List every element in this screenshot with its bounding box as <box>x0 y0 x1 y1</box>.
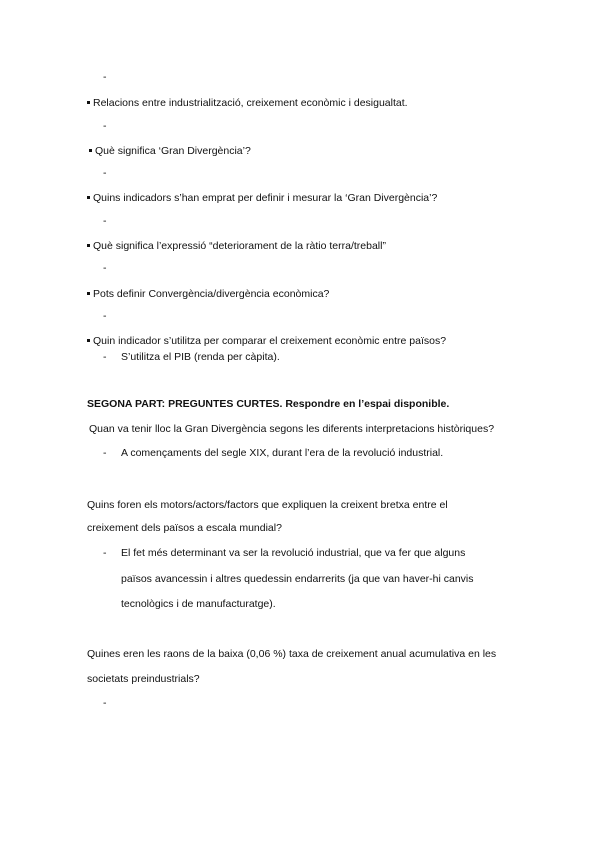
short-question: Quan va tenir lloc la Gran Divergència segons les diferents interpretacions històriques? <box>89 423 495 435</box>
question-item <box>89 145 251 157</box>
answer-dash: - <box>103 215 107 227</box>
question-item <box>87 192 437 204</box>
question-item <box>87 240 386 252</box>
question-text: Què significa l’expressió “deteriorament de la ràtio terra/treball” <box>93 240 386 252</box>
answer-text-line: El fet més determinant va ser la revolució industrial, que va fer que alguns <box>121 547 466 559</box>
question-text: Pots definir Convergència/divergència econòmica? <box>93 288 330 300</box>
answer-text: S’utilitza el PIB (renda per càpita). <box>121 351 280 363</box>
section-heading: SEGONA PART: PREGUNTES CURTES. Respondre en l’espai disponible. <box>87 398 450 410</box>
answer-dash: - <box>103 262 107 274</box>
square-bullet-icon <box>87 244 90 247</box>
answer-dash: - <box>103 697 107 709</box>
answer-text-line: tecnològics i de manufacturatge). <box>121 598 276 610</box>
question-item <box>87 288 329 300</box>
answer-text-line: països avancessin i altres quedessin endarrerits (ja que van haver-hi canvis <box>121 573 474 585</box>
question-text: Què significa ‘Gran Divergència’? <box>95 145 251 157</box>
square-bullet-icon <box>87 101 90 104</box>
answer-dash: - <box>103 547 107 559</box>
short-question-line: societats preindustrials? <box>87 673 200 685</box>
answer-dash: - <box>103 351 107 363</box>
question-text: Quins indicadors s’han emprat per definir i mesurar la ‘Gran Divergència’? <box>93 192 438 204</box>
question-text: Quin indicador s’utilitza per comparar el creixement econòmic entre països? <box>93 335 447 347</box>
square-bullet-icon <box>87 339 90 342</box>
answer-dash: - <box>103 71 107 83</box>
question-item <box>87 97 408 109</box>
answer-dash: - <box>103 447 107 459</box>
short-question-line: creixement dels països a escala mundial? <box>87 522 282 534</box>
question-item <box>87 335 446 347</box>
answer-text: A començaments del segle XIX, durant l’era de la revolució industrial. <box>121 447 444 459</box>
answer-dash: - <box>103 120 107 132</box>
question-text: Relacions entre industrialització, creixement econòmic i desigualtat. <box>93 97 408 109</box>
square-bullet-icon <box>87 292 90 295</box>
short-question-line: Quins foren els motors/actors/factors que expliquen la creixent bretxa entre el <box>87 499 448 511</box>
answer-dash: - <box>103 310 107 322</box>
short-question-line: Quines eren les raons de la baixa (0,06 %) taxa de creixement anual acumulativa en les <box>87 648 497 660</box>
square-bullet-icon <box>87 196 90 199</box>
answer-dash: - <box>103 167 107 179</box>
square-bullet-icon <box>89 149 92 152</box>
